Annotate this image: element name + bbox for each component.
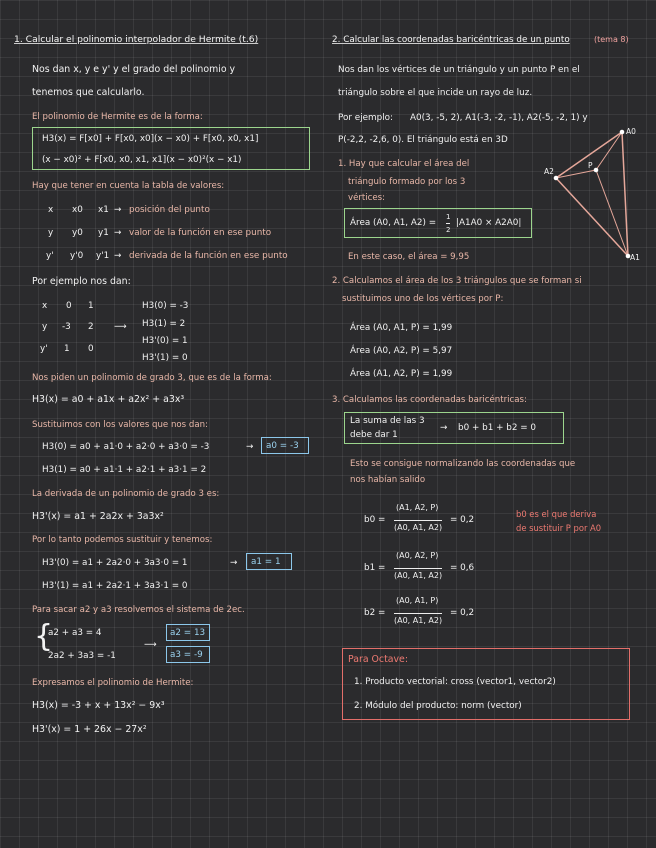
octave-item-2: 2. Módulo del producto: norm (vector) bbox=[354, 701, 522, 711]
equation-2: H3(1) = a0 + a1·1 + a2·1 + a3·1 = 2 bbox=[42, 465, 207, 475]
equation-4: H3'(1) = a1 + 2a2·1 + 3a3·1 = 0 bbox=[42, 581, 188, 591]
sum-box-line1: La suma de las 3 bbox=[350, 416, 425, 426]
example1-values: A0(3, -5, 2), A1(-3, -2, -1), A2(-5, -2, 1) y bbox=[410, 113, 588, 123]
condition: H3'(1) = 0 bbox=[142, 353, 188, 363]
values-table-b: y'1 bbox=[96, 251, 110, 261]
system-result-2: a3 = -9 bbox=[170, 650, 203, 660]
area-formula-lhs: Área (A0, A1, A2) = bbox=[350, 218, 437, 228]
vertex-point bbox=[620, 130, 625, 135]
hermite-form-label: El polinomio de Hermite es de la forma: bbox=[32, 112, 203, 122]
system-eq-2: 2a2 + 3a3 = -1 bbox=[48, 651, 116, 661]
arrow-icon: → bbox=[114, 205, 122, 215]
right-intro-line2: triángulo sobre el que incide un rayo de luz. bbox=[338, 88, 533, 98]
vertex-point bbox=[554, 176, 559, 181]
condition: H3(1) = 2 bbox=[142, 319, 186, 329]
area-frac-num: 1 bbox=[446, 213, 451, 221]
normal-line2: nos habían salido bbox=[350, 475, 426, 485]
system-label: Para sacar a2 y a3 resolvemos el sistema de 2ec. bbox=[32, 605, 245, 615]
area-result: En este caso, el área = 9,95 bbox=[348, 252, 470, 262]
equation-1: H3(0) = a0 + a1·0 + a2·0 + a3·0 = -3 bbox=[42, 442, 210, 452]
step3-label: 3. Calculamos las coordenadas baricéntricas: bbox=[332, 395, 527, 405]
subst-label: Sustituimos con los valores que nos dan: bbox=[32, 420, 208, 430]
b0-note-1: b0 es el que deriva bbox=[516, 509, 597, 519]
step2-line2: sustituimos uno de los vértices por P: bbox=[342, 294, 504, 304]
step1-line3: vértices: bbox=[348, 193, 386, 203]
condition: H3'(0) = 1 bbox=[142, 336, 188, 346]
left-title: 1. Calcular el polinomio interpolador de Hermite (t.6) bbox=[14, 34, 259, 45]
example1-label: Por ejemplo: bbox=[338, 113, 393, 123]
triangle-cevian bbox=[596, 170, 628, 256]
right-intro-line1: Nos dan los vértices de un triángulo y un punto P en el bbox=[338, 65, 580, 75]
subst2-label: Por lo tanto podemos sustituir y tenemos: bbox=[32, 535, 213, 545]
b2-num: (A0, A1, P) bbox=[396, 596, 439, 605]
area-item: Área (A0, A2, P) = 5,97 bbox=[350, 346, 453, 356]
b2-value: = 0,2 bbox=[450, 608, 475, 618]
label-a1: A1 bbox=[630, 253, 640, 262]
b0-lhs: b0 = bbox=[364, 515, 386, 525]
area-formula-rhs: |A1A0 × A2A0| bbox=[456, 218, 522, 228]
example-a: -3 bbox=[62, 322, 71, 332]
triangle-outline bbox=[556, 132, 628, 256]
label-a0: A0 bbox=[626, 127, 636, 136]
values-table-a: y0 bbox=[72, 228, 83, 238]
values-table-var: x bbox=[48, 205, 54, 215]
example-b: 2 bbox=[88, 322, 94, 332]
sum-box-line2: debe dar 1 bbox=[350, 430, 398, 440]
b2-lhs: b2 = bbox=[364, 608, 386, 618]
example-var: y bbox=[42, 322, 48, 332]
step1-line2: triángulo formado por los 3 bbox=[348, 177, 466, 187]
b1-value: = 0,6 bbox=[450, 563, 475, 573]
arrow-icon: ⟶ bbox=[144, 640, 157, 650]
equation-1-result: a0 = -3 bbox=[266, 441, 299, 451]
b0-value: = 0,2 bbox=[450, 515, 475, 525]
poly-label: Nos piden un polinomio de grado 3, que es de la forma: bbox=[32, 373, 272, 383]
arrow-icon: → bbox=[114, 251, 122, 261]
normal-line1: Esto se consigue normalizando las coordenadas que bbox=[350, 459, 576, 469]
b1-lhs: b1 = bbox=[364, 563, 386, 573]
values-table-b: y1 bbox=[98, 228, 109, 238]
condition: H3(0) = -3 bbox=[142, 301, 189, 311]
example-b: 0 bbox=[88, 344, 94, 354]
left-intro-line1: Nos dan x, y e y' y el grado del polinomio y bbox=[32, 64, 236, 75]
final-polynomial: H3(x) = -3 + x + 13x² − 9x³ bbox=[32, 700, 165, 711]
example-var: y' bbox=[40, 344, 48, 354]
system-eq-1: a2 + a3 = 4 bbox=[48, 628, 102, 638]
example-label: Por ejemplo nos dan: bbox=[32, 276, 131, 287]
example2: P(-2,2, -2,6, 0). El triángulo está en 3D bbox=[338, 135, 508, 145]
right-title-tag: (tema 8) bbox=[594, 35, 629, 44]
arrow-icon: ⟶ bbox=[114, 322, 127, 332]
values-table-a: x0 bbox=[72, 205, 83, 215]
values-table-b: x1 bbox=[98, 205, 109, 215]
brace-icon: { bbox=[34, 619, 54, 654]
values-table-var: y bbox=[48, 228, 54, 238]
values-table-desc: derivada de la función en ese punto bbox=[129, 251, 288, 261]
label-p: P bbox=[588, 161, 593, 170]
express-label: Expresamos el polinomio de Hermite: bbox=[32, 678, 194, 688]
hermite-formula-line2: (x − x0)² + F[x0, x0, x1, x1](x − x0)²(x − x1) bbox=[42, 155, 242, 165]
b2-den: (A0, A1, A2) bbox=[394, 613, 442, 627]
left-intro-line2: tenemos que calcularlo. bbox=[32, 87, 145, 98]
values-table-var: y' bbox=[46, 251, 54, 261]
deriv-label: La derivada de un polinomio de grado 3 es: bbox=[32, 489, 220, 499]
label-a2: A2 bbox=[544, 167, 554, 176]
sum-equation: b0 + b1 + b2 = 0 bbox=[458, 423, 537, 433]
arrow-icon: → bbox=[114, 228, 122, 238]
example-b: 1 bbox=[88, 301, 94, 311]
b0-den: (A0, A1, A2) bbox=[394, 520, 442, 534]
arrow-icon: → bbox=[440, 423, 448, 433]
arrow-icon: → bbox=[246, 442, 254, 452]
octave-item-1: 1. Producto vectorial: cross (vector1, vector2) bbox=[354, 677, 556, 687]
final-derivative: H3'(x) = 1 + 26x − 27x² bbox=[32, 724, 147, 735]
values-table-desc: posición del punto bbox=[129, 205, 210, 215]
area-frac-den: 2 bbox=[446, 223, 450, 236]
b0-num: (A1, A2, P) bbox=[396, 503, 439, 512]
values-table-label: Hay que tener en cuenta la tabla de valores: bbox=[32, 181, 225, 191]
poly-form: H3(x) = a0 + a1x + a2x² + a3x³ bbox=[32, 394, 185, 405]
step2-line1: 2. Calculamos el área de los 3 triángulos que se forman si bbox=[332, 276, 582, 286]
b1-num: (A0, A2, P) bbox=[396, 551, 439, 560]
triangle-cevian bbox=[596, 132, 622, 170]
area-item: Área (A0, A1, P) = 1,99 bbox=[350, 323, 453, 333]
triangle-diagram bbox=[532, 120, 644, 260]
derivative: H3'(x) = a1 + 2a2x + 3a3x² bbox=[32, 511, 164, 522]
right-title: 2. Calcular las coordenadas baricéntricas de un punto bbox=[332, 35, 570, 45]
octave-title: Para Octave: bbox=[348, 654, 408, 665]
example-var: x bbox=[42, 301, 48, 311]
point-p bbox=[594, 168, 599, 173]
example-a: 0 bbox=[66, 301, 72, 311]
equation-3-result: a1 = 1 bbox=[251, 557, 281, 567]
step1-line1: 1. Hay que calcular el área del bbox=[338, 159, 470, 169]
arrow-icon: → bbox=[230, 558, 238, 568]
hermite-formula-line1: H3(x) = F[x0] + F[x0, x0](x − x0) + F[x0, x0, x1] bbox=[42, 134, 259, 144]
b0-note-2: de sustituir P por A0 bbox=[516, 523, 602, 533]
area-item: Área (A1, A2, P) = 1,99 bbox=[350, 369, 453, 379]
values-table-desc: valor de la función en ese punto bbox=[129, 228, 272, 238]
system-result-1: a2 = 13 bbox=[170, 628, 206, 638]
example-a: 1 bbox=[64, 344, 70, 354]
b1-den: (A0, A1, A2) bbox=[394, 568, 442, 582]
equation-3: H3'(0) = a1 + 2a2·0 + 3a3·0 = 1 bbox=[42, 558, 188, 568]
values-table-a: y'0 bbox=[70, 251, 84, 261]
